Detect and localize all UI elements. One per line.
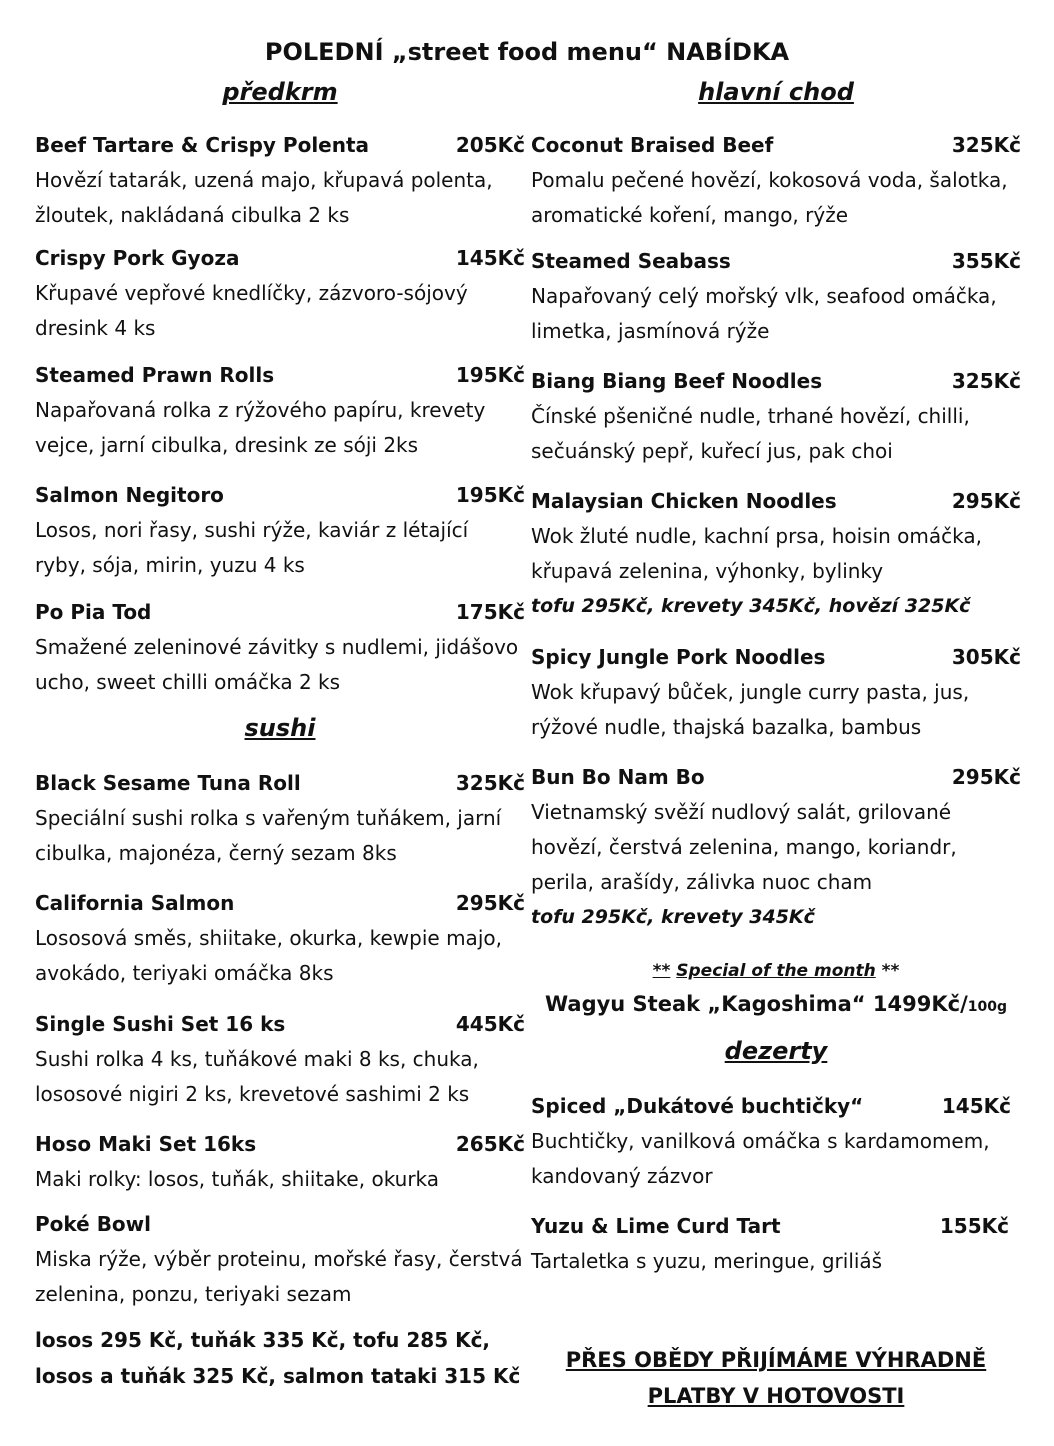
- item-price: 295Kč: [951, 765, 1021, 789]
- item-name: Black Sesame Tuna Roll: [35, 771, 301, 795]
- sushi-heading: sushi: [244, 714, 316, 742]
- item-description: Sushi rolka 4 ks, tuňákové maki 8 ks, chuka, lososové nigiri 2 ks, krevetové sashimi 2 ks: [35, 1047, 479, 1106]
- item-description: Lososová směs, shiitake, okurka, kewpie majo, avokádo, teriyaki omáčka 8ks: [35, 926, 502, 985]
- item-price: 265Kč: [455, 1132, 525, 1156]
- menu-item: [35, 363, 525, 463]
- item-description: Vietnamský svěží nudlový salát, grilované hovězí, čerstvá zelenina, mango, koriandr, perila, arašídy, zálivka nuoc cham: [531, 800, 957, 894]
- item-name: Salmon Negitoro: [35, 483, 224, 507]
- item-name: Malaysian Chicken Noodles: [531, 489, 837, 513]
- item-name: Po Pia Tod: [35, 600, 152, 624]
- menu-item: [531, 249, 1021, 349]
- cash-only-notice: [531, 1342, 1021, 1414]
- item-description: Křupavé vepřové knedlíčky, zázvoro-sójový dresink 4 ks: [35, 281, 468, 340]
- menu-item: [35, 1132, 525, 1197]
- item-description: Miska rýže, výběr proteinu, mořské řasy, čerstvá zelenina, ponzu, teriyaki sezam: [35, 1247, 523, 1306]
- item-description: Losos, nori řasy, sushi rýže, kaviár z létající ryby, sója, mirin, yuzu 4 ks: [35, 518, 469, 577]
- special-dish: [531, 992, 1021, 1016]
- item-name: Steamed Prawn Rolls: [35, 363, 275, 387]
- item-description: Wok žluté nudle, kachní prsa, hoisin omáčka, křupavá zelenina, výhonky, bylinky: [531, 524, 982, 583]
- menu-item: [531, 489, 1021, 624]
- special-label-text: Special of the month: [676, 961, 876, 981]
- item-description: Speciální sushi rolka s vařeným tuňákem, jarní cibulka, majonéza, černý sezam 8ks: [35, 806, 502, 865]
- item-price: 355Kč: [951, 249, 1021, 273]
- menu-item: [35, 1012, 525, 1112]
- menu-item: [531, 1214, 1009, 1279]
- item-name: Poké Bowl: [35, 1212, 152, 1236]
- menu-item: [531, 133, 1021, 233]
- menu-item: [35, 600, 525, 700]
- item-description: Napařovaná rolka z rýžového papíru, krevety vejce, jarní cibulka, dresink ze sóji 2ks: [35, 398, 486, 457]
- menu-item: [531, 369, 1021, 469]
- menu-item: [35, 891, 525, 991]
- mains-heading: hlavní chod: [698, 78, 854, 106]
- item-price: 145Kč: [455, 246, 525, 270]
- item-description: Čínské pšeničné nudle, trhané hovězí, chilli, sečuánský pepř, kuřecí jus, pak choi: [531, 404, 970, 463]
- desserts-heading: dezerty: [724, 1037, 828, 1065]
- special-stars: **: [881, 961, 900, 981]
- special-of-month-label: [531, 961, 1021, 981]
- item-price: 195Kč: [455, 363, 525, 387]
- item-price: 175Kč: [455, 600, 525, 624]
- item-description: Buchtičky, vanilková omáčka s kardamomem, kandovaný zázvor: [531, 1129, 990, 1188]
- item-name: Spicy Jungle Pork Noodles: [531, 645, 826, 669]
- special-unit: 100g: [967, 999, 1008, 1015]
- page-title: POLEDNÍ „street food menu“ NABÍDKA: [264, 38, 790, 66]
- poke-options-line: losos a tuňák 325 Kč, salmon tataki 315 Kč: [35, 1364, 521, 1388]
- menu-item: [35, 483, 525, 583]
- special-text: Wagyu Steak „Kagoshima“ 1499Kč/: [544, 992, 968, 1016]
- item-price: 445Kč: [455, 1012, 525, 1036]
- menu-item: [35, 1212, 525, 1312]
- item-price: 325Kč: [951, 133, 1021, 157]
- menu-item: [35, 246, 525, 346]
- item-price: 325Kč: [455, 771, 525, 795]
- notice-line: PŘES OBĚDY PŘIJÍMÁME VÝHRADNĚ: [565, 1348, 987, 1372]
- item-name: Hoso Maki Set 16ks: [35, 1132, 257, 1156]
- menu-item: [35, 771, 525, 871]
- item-description: Hovězí tatarák, uzená majo, křupavá polenta, žloutek, nakládaná cibulka 2 ks: [35, 168, 493, 227]
- item-price: 195Kč: [455, 483, 525, 507]
- item-name: Crispy Pork Gyoza: [35, 246, 240, 270]
- menu-item: [531, 645, 1021, 745]
- item-variants: tofu 295Kč, krevety 345Kč, hovězí 325Kč: [531, 595, 971, 617]
- item-description: Maki rolky: losos, tuňák, shiitake, okurka: [35, 1167, 440, 1191]
- special-stars: **: [652, 961, 671, 981]
- item-variants: tofu 295Kč, krevety 345Kč: [531, 906, 815, 928]
- item-price: 205Kč: [455, 133, 525, 157]
- item-description: Smažené zeleninové závitky s nudlemi, jidášovo ucho, sweet chilli omáčka 2 ks: [35, 635, 519, 694]
- item-description: Napařovaný celý mořský vlk, seafood omáčka, limetka, jasmínová rýže: [531, 284, 997, 343]
- item-price: 305Kč: [951, 645, 1021, 669]
- item-price: 155Kč: [939, 1214, 1009, 1238]
- menu-item: [531, 1094, 1011, 1194]
- item-description: Tartaletka s yuzu, meringue, griliáš: [531, 1249, 883, 1273]
- item-name: California Salmon: [35, 891, 235, 915]
- item-description: Pomalu pečené hovězí, kokosová voda, šalotka, aromatické koření, mango, rýže: [531, 168, 1008, 227]
- notice-line: PLATBY V HOTOVOSTI: [647, 1384, 905, 1408]
- poke-options-line: losos 295 Kč, tuňák 335 Kč, tofu 285 Kč,: [35, 1328, 491, 1352]
- starters-heading: předkrm: [222, 78, 338, 106]
- poke-bowl-options: [35, 1322, 525, 1394]
- item-description: Wok křupavý bůček, jungle curry pasta, jus, rýžové nudle, thajská bazalka, bambus: [531, 680, 970, 739]
- menu-item: [531, 765, 1021, 935]
- item-price: 295Kč: [455, 891, 525, 915]
- item-name: Spiced „Dukátové buchtičky“: [531, 1094, 864, 1118]
- item-price: 325Kč: [951, 369, 1021, 393]
- item-name: Coconut Braised Beef: [531, 133, 774, 157]
- menu-item: [35, 133, 525, 233]
- item-price: 295Kč: [951, 489, 1021, 513]
- item-name: Bun Bo Nam Bo: [531, 765, 705, 789]
- item-name: Beef Tartare & Crispy Polenta: [35, 133, 370, 157]
- item-name: Biang Biang Beef Noodles: [531, 369, 823, 393]
- item-price: 145Kč: [941, 1094, 1011, 1118]
- item-name: Steamed Seabass: [531, 249, 731, 273]
- item-name: Single Sushi Set 16 ks: [35, 1012, 286, 1036]
- item-name: Yuzu & Lime Curd Tart: [531, 1214, 781, 1238]
